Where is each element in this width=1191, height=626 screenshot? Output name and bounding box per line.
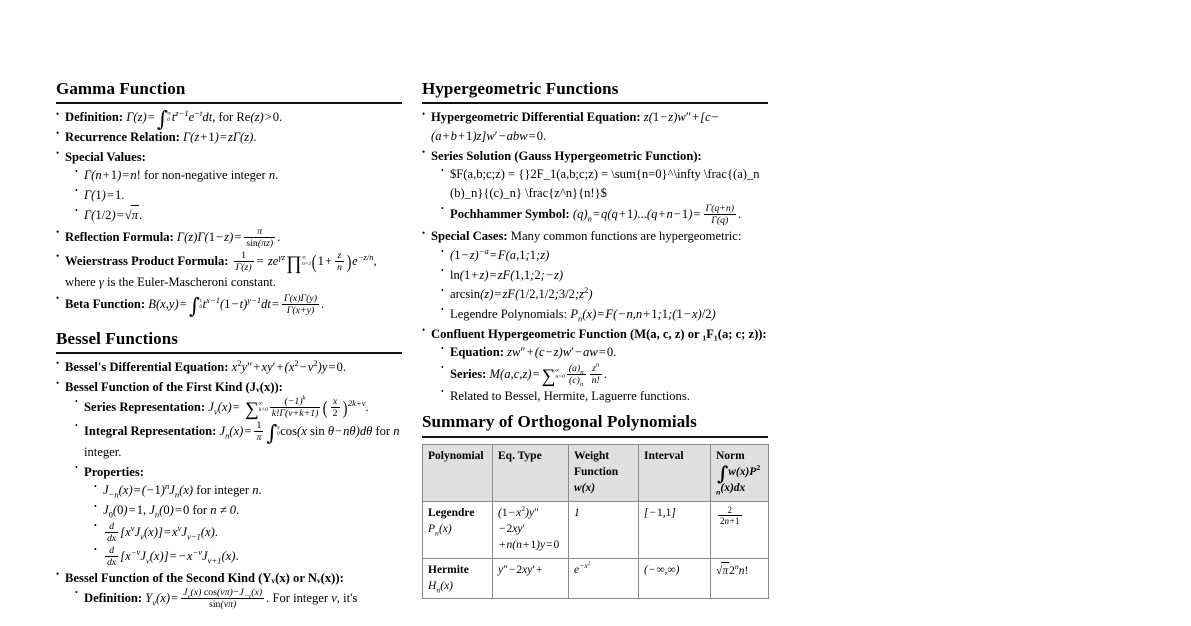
column-header-polynomial <box>423 444 493 501</box>
cell-legendre-symbol: $P_n(x)$ <box>428 522 452 538</box>
cell-legendre-eq-type <box>493 501 569 558</box>
cell-legendre-name: Legendre <box>428 506 475 519</box>
list-item-special-cases <box>422 227 770 323</box>
list-item-confluent-related <box>441 387 770 406</box>
list-item-gamma-recurrence <box>56 128 404 147</box>
math-special-case-arcsin: $\arcsin(z)=zF(1/2,1/2;3/2;z^2)$ <box>450 285 593 302</box>
list-item-property-derivative-minus <box>94 545 404 568</box>
label-bessel-first-kind-text: Bessel Function of the First Kind (Jᵥ(x)): <box>65 379 283 394</box>
column-header-interval <box>639 444 711 501</box>
math-beta-function: B(x,y)=∫ 1 0 $t^{x-1}(1-t)^{y-1}dt=$ $\frac{\Gamma(x)\Gamma(y)}{\Gamma(x+y)}$ . <box>148 292 325 318</box>
math-bessel-at-zero: $J_0(0)=1$, $J_n(0)=0$ <box>103 503 190 520</box>
list-item-gamma-one <box>75 186 404 205</box>
cell-hermite-interval <box>639 558 711 599</box>
section-bessel-functions <box>56 328 404 611</box>
math-hermite-interval: (−∞,∞) <box>644 563 680 576</box>
list-item-raw-latex-gauss <box>441 165 770 202</box>
math-special-case-binomial: $(1-z)^{-a}=F(a,1;1;z)$ <box>450 245 550 262</box>
label-properties: Properties: <box>84 464 144 479</box>
column-header-polynomial-label: Polynomial <box>428 449 484 462</box>
list-item-confluent-series <box>441 363 770 386</box>
math-bessel-series-lhs: $J_\nu(x)=$ <box>208 400 240 417</box>
label-special-cases: Special Cases: <box>431 229 508 244</box>
label-integral-representation: Integral Representation: <box>84 424 217 439</box>
math-special-case-log: ln(1+z)=zF(1,1;2;−z) <box>450 267 564 282</box>
list-item-pochhammer-symbol <box>441 203 770 226</box>
math-hermite-ode: y″−2xy′+ <box>498 563 543 576</box>
math-bessel-integral: $J_n(x)=$ $\frac{1}{\pi}$ ∫ π 0 cos(x sin θ−nθ)dθ <box>219 420 373 446</box>
list-item-special-case-binomial <box>441 246 770 265</box>
bessel-first-kind-list <box>75 396 404 568</box>
text-special-cases-intro: Many common functions are hypergeometric: <box>510 229 742 244</box>
text-confluent-related: Related to Bessel, Hermite, Laguerre functions. <box>450 388 690 403</box>
math-bessel-series-rhs: ∑ ∞ k=0 $\frac{(-1)^k}{k!\Gamma(\nu+k+1)}$ ( $\frac{x}{2}$ )$^{2k+\nu}$. <box>244 394 369 421</box>
list-item-gamma-factorial: • Γ(n+1)=n! for non-negative integer n. <box>75 166 404 185</box>
section-gamma-function <box>56 78 404 316</box>
orthogonal-polynomials-table <box>422 444 769 600</box>
column-header-eq-type-label: Eq. Type <box>498 449 542 462</box>
table-row-legendre <box>423 501 769 558</box>
math-gamma-one: Γ(1)=1. <box>84 187 125 202</box>
math-gamma-half: Γ(1/2)=√π. <box>84 208 142 222</box>
math-bessel-second-kind: $Y_\nu(x)=$ $\frac{J_\nu(x) \cos(\nu\pi)-J_{-\nu}(x)}{\sin(\nu\pi)}$ <box>145 587 263 611</box>
list-item-gamma-definition <box>56 106 404 132</box>
list-item-special-case-arcsin <box>441 285 770 304</box>
math-confluent-equation: zw″+(c−z)w′−aw=0. <box>507 345 617 360</box>
label-special-values: Special Values: <box>65 149 146 164</box>
section-orthogonal-polynomials <box>422 411 770 599</box>
math-bessel-ode: $x^2y''+xy'+(x^2-\nu^2)y=0$. <box>231 357 346 374</box>
section-hypergeometric-functions <box>422 78 770 405</box>
column-header-norm-sublabel: $\int w(x)P^2_n(x)dx$ <box>716 461 761 497</box>
math-pochhammer-symbol: $(q)_n=q(q+1)...(q+n-1)=$ $\frac{\Gamma(q+n)}{\Gamma(q)}$ . <box>572 203 742 227</box>
label-pochhammer-symbol: Pochhammer Symbol: <box>450 207 570 222</box>
list-item-gamma-reflection <box>56 226 404 249</box>
math-hypergeometric-ode: z(1−z)w″+[c−(a+b+1)z]w′−abw=0. <box>431 110 719 143</box>
label-hypergeometric-differential-equation: Hypergeometric Differential Equation: <box>431 110 641 125</box>
series-solution-list <box>441 165 770 226</box>
math-legendre-ode: $(1-x^2)y''-2xy'+n(n+1)y=0$ <box>498 503 560 552</box>
special-cases-list <box>441 246 770 324</box>
list-item-gamma-weierstrass: • Weierstrass Product Formula: $\frac{1}{\Gamma(z)}$ = $ze^{\gamma z}\prod$ ∞ n=1 (1+ $\frac{z}{n}$ )$e^{-z/n}$, where γ is the Euler-Mascheroni constant. <box>56 250 404 292</box>
cell-legendre-weight <box>569 501 639 558</box>
left-column <box>56 78 404 622</box>
math-gamma-reflection: Γ(z)Γ(1−z)= $\frac{\pi}{\sin(\pi z)}$ . <box>176 226 281 249</box>
table-header-row <box>423 444 769 501</box>
raw-latex-gauss-hypergeometric: $F(a,b;c;z) = {}2F_1(a,b;c;z) = \sum{n=0}^\infty \frac{(a)_n (b)_n}{(c)_n} \frac{z^n}{n!}$ <box>450 167 760 200</box>
math-legendre-weight: 1 <box>574 506 580 519</box>
list-item-integral-representation: • Integral Representation: $J_n(x)=$ $\frac{1}{\pi}$ ∫ π 0 cos(x sin θ−nθ)dθ for n integer. <box>75 420 404 462</box>
text-legendre-polynomials: Legendre Polynomials: <box>450 306 571 321</box>
label-weierstrass-product-formula: Weierstrass Product Formula: <box>65 253 229 268</box>
math-hermite-norm: √π2$^n$n! <box>716 565 748 577</box>
list-item-bessel-differential-equation <box>56 358 404 377</box>
math-hermite-weight: $e^{-x^2}$ <box>574 560 591 576</box>
list-item-property-parity: • $J_{-n}(x)=(-1)^nJ_n(x)$ for integer n. <box>94 481 404 500</box>
table-row-hermite <box>423 558 769 599</box>
heading-bessel-functions: Bessel Functions <box>56 328 402 354</box>
label-bessels-differential-equation: Bessel's Differential Equation: <box>65 359 229 374</box>
gamma-special-values-list <box>75 166 404 225</box>
list-item-bessel-first-kind <box>56 378 404 568</box>
label-bessel-first-kind <box>65 380 283 394</box>
list-item-property-at-zero: • $J_0(0)=1$, $J_n(0)=0$ for n ≠ 0. <box>94 501 404 520</box>
label-confluent-text: Confluent Hypergeometric Function (M(a, c, z) or ₁F₁(a; c; z)): <box>431 326 767 341</box>
column-header-interval-label: Interval <box>644 449 684 462</box>
gamma-list <box>56 106 404 318</box>
math-bessel-parity: $J_{-n}(x)=(-1)^nJ_n(x)$ <box>103 481 194 500</box>
math-bessel-derivative-plus: • $\frac{d}{dx}$ $[x^\nu J_\nu(x)]=x^\nu J_{\nu-1}(x)$. <box>107 520 218 544</box>
list-item-gamma-special-values <box>56 148 404 226</box>
list-item-gamma-half <box>75 205 404 225</box>
heading-hypergeometric-functions: Hypergeometric Functions <box>422 78 768 104</box>
heading-gamma-function: Gamma Function <box>56 78 402 104</box>
list-item-special-case-legendre <box>441 305 770 324</box>
math-bessel-derivative-minus: • $\frac{d}{dx}$ $[x^{-\nu}J_\nu(x)]= -x^{-\nu}J_{\nu+1}(x)$. <box>107 544 239 568</box>
column-header-norm <box>711 444 769 501</box>
hypergeometric-list <box>422 108 770 405</box>
cell-hermite-symbol: $H_n(x)$ <box>428 579 454 595</box>
label-definition-second-kind: Definition: <box>84 591 143 606</box>
cell-hermite-name: Hermite <box>428 563 469 576</box>
math-legendre-interval: [−1,1] <box>644 506 676 519</box>
right-column <box>422 78 770 611</box>
label-beta-function: Beta Function: <box>65 296 146 311</box>
list-item-hypergeometric-ode <box>422 108 770 145</box>
math-gamma-definition: Γ(z)=∫ ∞ 0 $t^{z-1}e^{-t}dt$, for Re(z)>0. <box>126 106 283 132</box>
column-header-weight-sublabel: w(x) <box>574 482 596 495</box>
cell-hermite-eq-type <box>493 558 569 599</box>
math-weierstrass-lhs: $\frac{1}{\Gamma(z)}$ = <box>235 250 264 273</box>
list-item-series-representation <box>75 396 404 419</box>
cell-legendre-polynomial <box>423 501 493 558</box>
list-item-property-derivative-plus <box>94 521 404 544</box>
label-equation: Equation: <box>450 345 504 360</box>
label-series-solution: Series Solution (Gauss Hypergeometric Function): <box>431 148 702 163</box>
column-header-weight-function <box>569 444 639 501</box>
cell-hermite-weight <box>569 558 639 599</box>
list-item-confluent-hypergeometric <box>422 325 770 406</box>
list-item-bessel-properties <box>75 463 404 568</box>
label-bessel-second-kind <box>65 571 344 585</box>
heading-summary-orthogonal-polynomials: Summary of Orthogonal Polynomials <box>422 411 768 437</box>
bessel-list <box>56 358 404 610</box>
list-item-series-solution <box>422 147 770 227</box>
list-item-confluent-equation <box>441 343 770 362</box>
cell-legendre-norm <box>711 501 769 558</box>
label-reflection-formula: Reflection Formula: <box>65 229 174 244</box>
cell-legendre-interval <box>639 501 711 558</box>
confluent-list <box>441 343 770 405</box>
math-legendre-norm: $\frac{2}{2n+1}$ <box>720 504 740 526</box>
math-gamma-recurrence: Γ(z+1)=zΓ(z). <box>182 129 257 144</box>
bessel-second-kind-list <box>75 587 404 610</box>
label-definition: Definition: <box>65 110 124 125</box>
list-item-bessel-second-kind <box>56 569 404 611</box>
math-special-case-legendre: $P_n(x)=F(-n,n+1;1;(1-x)/2)$ <box>570 306 716 324</box>
label-series: Series: <box>450 366 487 381</box>
cell-hermite-polynomial <box>423 558 493 599</box>
label-confluent-hypergeometric-function <box>431 327 767 341</box>
label-recurrence-relation: Recurrence Relation: <box>65 129 180 144</box>
list-item-beta-function <box>56 293 404 316</box>
list-item-bessel-second-kind-definition: • Definition: $Y_\nu(x)=$ $\frac{J_\nu(x) \cos(\nu\pi)-J_{-\nu}(x)}{\sin(\nu\pi)}$ . For integer ν, it's <box>75 587 404 610</box>
label-series-representation: Series Representation: <box>84 400 206 415</box>
list-item-special-case-log <box>441 266 770 285</box>
bessel-properties-list <box>94 481 404 567</box>
math-confluent-series: M(a,c,z)= ∑ ∞ n=0 $\frac{(a)_n}{(c)_n}$ $\frac{z^n}{n!}$ . <box>489 361 607 388</box>
label-bessel-second-kind-text: Bessel Function of the Second Kind (Yᵥ(x) or Nᵥ(x)): <box>65 570 344 585</box>
column-header-weight-label: Weight Function <box>574 449 619 478</box>
column-header-norm-label: Norm <box>716 449 745 462</box>
column-header-eq-type <box>493 444 569 501</box>
cell-hermite-norm <box>711 558 769 599</box>
math-weierstrass-rhs: $ze^{\gamma z}\prod$ ∞ n=1 (1+ $\frac{z}{n}$ )$e^{-z/n}$ <box>267 250 374 275</box>
math-gamma-factorial: Γ(n+1)=n! <box>84 168 141 183</box>
